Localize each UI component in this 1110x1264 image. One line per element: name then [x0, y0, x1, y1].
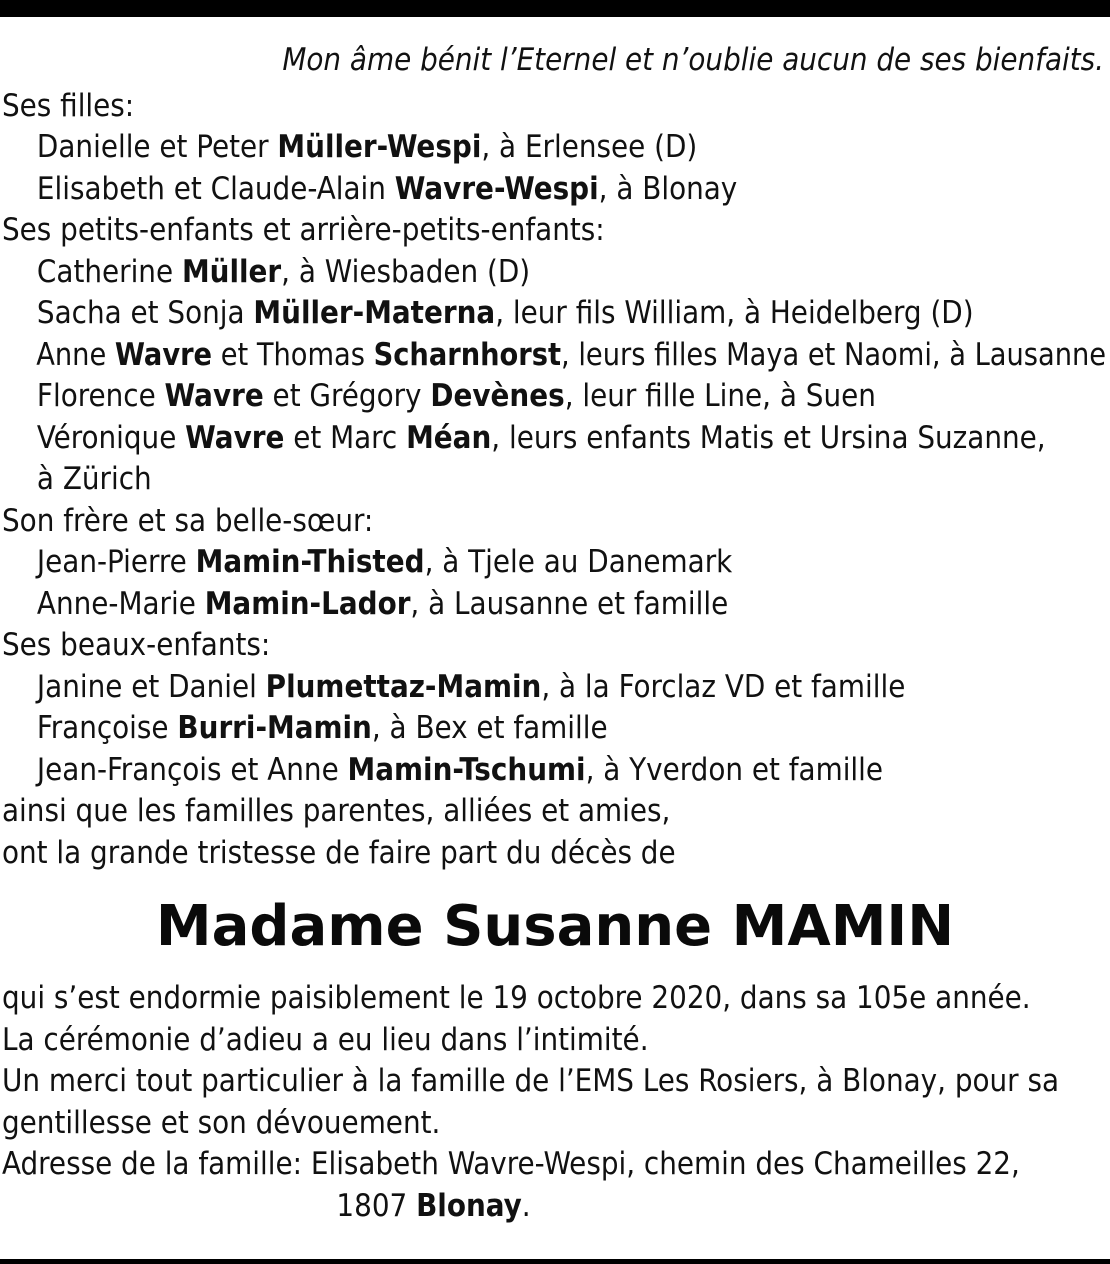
sibling-entry: [2, 584, 1106, 626]
entry-text: , à Erlensee (D): [481, 129, 698, 165]
daughters-heading: Ses filles:: [2, 87, 135, 124]
family-name: Méan: [406, 419, 492, 456]
entry-text: Anne-Marie: [36, 585, 205, 622]
entry-text: Sacha et Sonja: [36, 295, 254, 331]
entry-text: Elisabeth et Claude-Alain: [36, 170, 395, 207]
entry-text: , à Lausanne et famille: [410, 585, 729, 622]
closing-line: ont la grande tristesse de faire part du décès de: [2, 834, 676, 871]
entry-text: , leurs enfants Matis et Ursina Suzanne,: [491, 419, 1046, 456]
entry-text: Jean-Pierre: [36, 544, 196, 580]
stepchildren-heading: Ses beaux-enfants:: [2, 627, 271, 663]
grandchild-entry-continuation: à Zürich: [36, 461, 152, 497]
obituary-notice: [2, 40, 1108, 1227]
top-border-rule: [0, 0, 1110, 17]
family-name: Müller-Wespi: [277, 129, 482, 165]
entry-text: Florence: [36, 378, 165, 414]
siblings-heading: Son frère et sa belle-sœur:: [2, 502, 374, 539]
family-name: Plumettaz-Mamin: [265, 668, 542, 705]
postal-code: 1807: [336, 1187, 417, 1224]
entry-text: Françoise: [36, 710, 178, 746]
family-address: Adresse de la famille: Elisabeth Wavre-Wespi, chemin des Chameilles 22,: [2, 1146, 1020, 1182]
thanks-note-continuation: gentillesse et son dévouement.: [2, 1104, 441, 1141]
grandchildren-heading: Ses petits-enfants et arrière-petits-enfants:: [2, 212, 605, 248]
entry-text: , à Wiesbaden (D): [281, 253, 531, 290]
grandchild-entry: [2, 252, 1106, 294]
grandchild-entry: [2, 376, 1106, 418]
family-name: Mamin-Tschumi: [347, 751, 586, 788]
entry-text: et Marc: [284, 419, 407, 456]
closing-line: ainsi que les familles parentes, alliées et amies,: [2, 793, 671, 829]
family-name: Wavre: [114, 336, 213, 373]
deceased-name: Madame Susanne MAMIN: [155, 894, 955, 959]
family-name: Mamin-Lador: [204, 585, 411, 622]
daughter-entry: [2, 127, 1106, 169]
entry-text: et Grégory: [263, 378, 431, 414]
sibling-entry: [2, 542, 1106, 584]
daughter-entry: [2, 169, 1106, 211]
entry-text: et Thomas: [212, 336, 374, 373]
family-name: Wavre-Wespi: [394, 170, 599, 207]
family-name: Mamin-Thisted: [195, 544, 425, 580]
entry-text: , à Tjele au Danemark: [424, 544, 733, 580]
family-name: Scharnhorst: [373, 336, 562, 373]
family-name: Burri-Mamin: [177, 710, 372, 746]
town-name: Blonay: [416, 1187, 522, 1224]
entry-text: , à Bex et famille: [371, 710, 608, 746]
entry-text: , à la Forclaz VD et famille: [541, 668, 906, 705]
thanks-note: Un merci tout particulier à la famille de l’EMS Les Rosiers, à Blonay, pour sa: [2, 1063, 1060, 1099]
entry-text: , à Blonay: [598, 170, 738, 207]
epigraph: Mon âme bénit l’Eternel et n’oublie aucun de ses bienfaits.: [282, 42, 1105, 78]
entry-text: Jean-François et Anne: [36, 751, 348, 788]
grandchild-entry: [2, 293, 1106, 335]
family-address-locality: [2, 1186, 1106, 1228]
grandchild-entry: [2, 418, 1106, 460]
bottom-border-rule: [0, 1259, 1110, 1264]
entry-text: Janine et Daniel: [36, 668, 266, 705]
entry-text: Catherine: [36, 253, 182, 290]
entry-text: Danielle et Peter: [36, 129, 278, 165]
entry-text: Anne: [36, 336, 115, 373]
address-end: .: [521, 1187, 531, 1224]
grandchild-entry: [2, 335, 1107, 377]
stepchild-entry: [2, 708, 1106, 750]
family-name: Devènes: [430, 378, 565, 414]
entry-text: , à Yverdon et famille: [585, 751, 884, 788]
entry-text: , leurs filles Maya et Naomi, à Lausanne: [561, 336, 1107, 373]
stepchild-entry: [2, 667, 1106, 709]
family-name: Wavre: [185, 419, 285, 456]
entry-text: , leur fille Line, à Suen: [564, 378, 876, 414]
entry-text: , leur fils William, à Heidelberg (D): [495, 295, 974, 331]
family-name: Müller-Materna: [253, 295, 496, 331]
family-name: Müller: [181, 253, 282, 290]
entry-text: Véronique: [36, 419, 186, 456]
family-name: Wavre: [164, 378, 264, 414]
passing-note: qui s’est endormie paisiblement le 19 octobre 2020, dans sa 105e année.: [2, 980, 1031, 1016]
ceremony-note: La cérémonie d’adieu a eu lieu dans l’intimité.: [2, 1021, 649, 1058]
stepchild-entry: [2, 750, 1106, 792]
